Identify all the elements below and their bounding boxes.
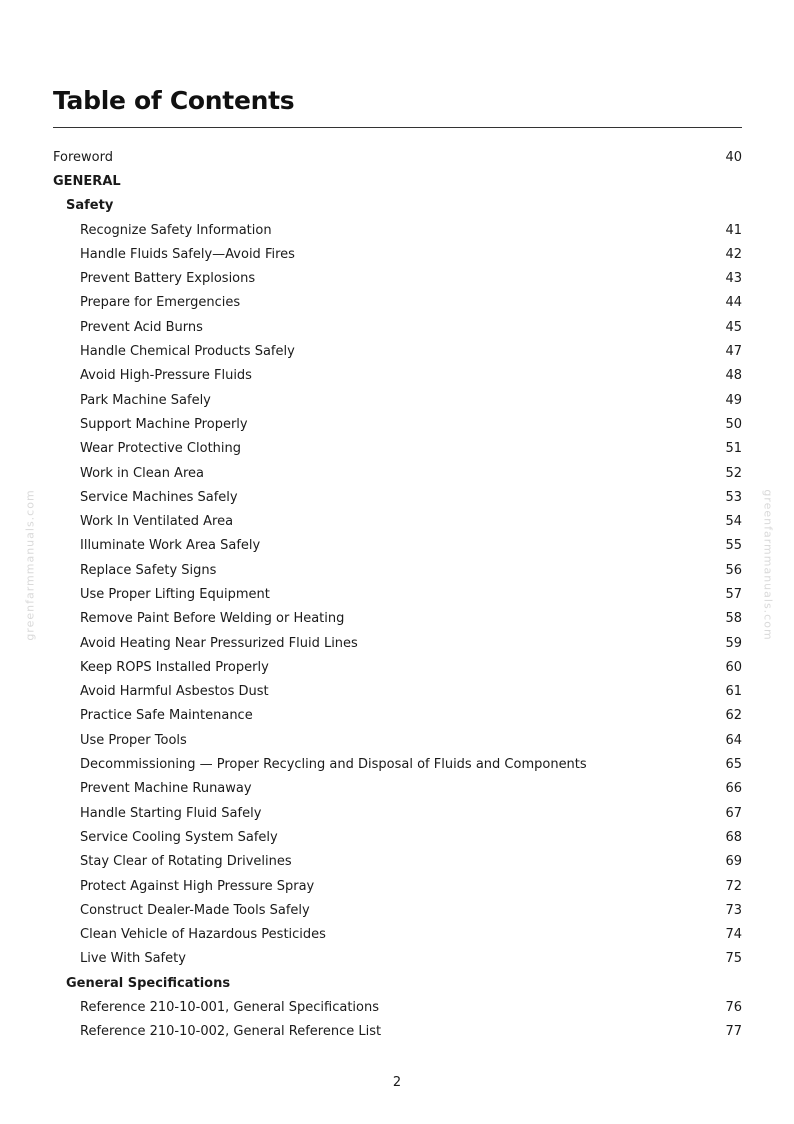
toc-entry[interactable] xyxy=(53,145,742,169)
toc-entry-label: Live With Safety xyxy=(80,951,186,967)
toc-entry-page: 64 xyxy=(725,732,742,748)
toc-entry-page: 49 xyxy=(725,392,742,408)
toc-entry-page: 48 xyxy=(725,368,742,384)
toc-entry-label: General Specifications xyxy=(66,975,231,991)
toc-entry-label: Use Proper Tools xyxy=(80,732,187,748)
toc-entry-label: Construct Dealer-Made Tools Safely xyxy=(80,902,310,918)
watermark-right: greenfarmmanuals.com xyxy=(761,489,775,641)
toc-entry-page: 51 xyxy=(725,441,742,457)
toc-entry[interactable] xyxy=(53,850,742,874)
toc-entry-page: 62 xyxy=(725,708,742,724)
toc-entry[interactable] xyxy=(53,437,742,461)
toc-entry[interactable] xyxy=(53,971,742,995)
toc-entry-page: 65 xyxy=(725,757,742,773)
toc-entry[interactable] xyxy=(53,801,742,825)
toc-entry[interactable] xyxy=(53,558,742,582)
toc-entry-page: 75 xyxy=(725,951,742,967)
toc-entry[interactable] xyxy=(53,412,742,436)
toc-entry[interactable] xyxy=(53,509,742,533)
toc-entry[interactable] xyxy=(53,825,742,849)
toc-entry[interactable] xyxy=(53,266,742,290)
toc-entry-label: Prevent Machine Runaway xyxy=(80,781,252,797)
toc-entry-page: 54 xyxy=(725,514,742,530)
toc-entry[interactable] xyxy=(53,534,742,558)
toc-entry-label: Replace Safety Signs xyxy=(80,562,217,578)
toc-entry-label: Work in Clean Area xyxy=(80,465,204,481)
toc-entry-page: 76 xyxy=(725,1000,742,1016)
toc-entry-page: 74 xyxy=(725,927,742,943)
toc-entry-page: 56 xyxy=(725,562,742,578)
toc-entry-label: Park Machine Safely xyxy=(80,392,211,408)
toc-entry-page: 53 xyxy=(725,489,742,505)
toc-entry-label: Keep ROPS Installed Properly xyxy=(80,659,269,675)
toc-entry-page: 42 xyxy=(725,246,742,262)
toc-entry[interactable] xyxy=(53,461,742,485)
toc-entry[interactable] xyxy=(53,947,742,971)
toc-entry[interactable] xyxy=(53,315,742,339)
toc-entry-page: 72 xyxy=(725,878,742,894)
toc-entry-label: Avoid Harmful Asbestos Dust xyxy=(80,684,269,700)
toc-entry-label: Handle Starting Fluid Safely xyxy=(80,805,262,821)
toc-entry-page: 59 xyxy=(725,635,742,651)
toc-entry-page: 44 xyxy=(725,295,742,311)
page-number: 2 xyxy=(392,1075,402,1090)
watermark-left: greenfarmmanuals.com xyxy=(23,489,37,641)
toc-entry-label: Decommissioning — Proper Recycling and Disposal of Fluids and Components xyxy=(80,757,587,773)
toc-entry[interactable] xyxy=(53,631,742,655)
toc-entry[interactable] xyxy=(53,874,742,898)
toc-entry-label: Handle Fluids Safely—Avoid Fires xyxy=(80,246,295,262)
toc-entry-page: 73 xyxy=(725,902,742,918)
toc-entry-label: GENERAL xyxy=(53,173,121,189)
toc-entry-page: 67 xyxy=(725,805,742,821)
toc-entry[interactable] xyxy=(53,923,742,947)
toc-entry-label: Reference 210-10-001, General Specifications xyxy=(80,1000,380,1016)
toc-entry[interactable] xyxy=(53,364,742,388)
toc-entry[interactable] xyxy=(53,607,742,631)
page-title: Table of Contents xyxy=(53,86,295,115)
toc-entry[interactable] xyxy=(53,388,742,412)
toc-entry[interactable] xyxy=(53,680,742,704)
toc-entry-label: Prepare for Emergencies xyxy=(80,295,241,311)
toc-entry-label: Service Machines Safely xyxy=(80,489,238,505)
toc-entry-label: Recognize Safety Information xyxy=(80,222,272,238)
toc-entry-page: 47 xyxy=(725,344,742,360)
toc-entry[interactable] xyxy=(53,339,742,363)
toc-entry[interactable] xyxy=(53,704,742,728)
toc-entry-label: Clean Vehicle of Hazardous Pesticides xyxy=(80,927,326,943)
toc-entry-page: 43 xyxy=(725,271,742,287)
toc-entry-label: Stay Clear of Rotating Drivelines xyxy=(80,854,292,870)
toc-entry-page: 69 xyxy=(725,854,742,870)
toc-entry-label: Illuminate Work Area Safely xyxy=(80,538,261,554)
toc-entry-page: 61 xyxy=(725,684,742,700)
toc-entry-label: Service Cooling System Safely xyxy=(80,829,278,845)
toc-entry-label: Wear Protective Clothing xyxy=(80,441,242,457)
toc-entry[interactable] xyxy=(53,655,742,679)
toc-entry-page: 41 xyxy=(725,222,742,238)
toc-entry-page: 57 xyxy=(725,586,742,602)
toc-entry-page: 55 xyxy=(725,538,742,554)
toc-entry-label: Safety xyxy=(66,198,114,214)
toc-entry-label: Prevent Acid Burns xyxy=(80,319,203,335)
title-divider xyxy=(53,127,742,128)
toc-entry-label: Protect Against High Pressure Spray xyxy=(80,878,315,894)
toc-entry-label: Practice Safe Maintenance xyxy=(80,708,253,724)
toc-entry-page: 50 xyxy=(725,416,742,432)
toc-entry-page: 77 xyxy=(725,1024,742,1040)
toc-entry[interactable] xyxy=(53,218,742,242)
toc-entry-label: Use Proper Lifting Equipment xyxy=(80,586,270,602)
toc-entry-page: 66 xyxy=(725,781,742,797)
toc-entry[interactable] xyxy=(53,752,742,776)
toc-entry-label: Remove Paint Before Welding or Heating xyxy=(80,611,345,627)
toc-entry-label: Reference 210-10-002, General Reference List xyxy=(80,1024,382,1040)
toc-entry[interactable] xyxy=(53,169,742,193)
toc-entry[interactable] xyxy=(53,194,742,218)
toc-entry-label: Foreword xyxy=(53,149,113,165)
toc-entry-label: Prevent Battery Explosions xyxy=(80,271,256,287)
toc-entry-page: 68 xyxy=(725,829,742,845)
toc-entry-page: 58 xyxy=(725,611,742,627)
toc-entry[interactable] xyxy=(53,728,742,752)
toc-entry-label: Avoid High-Pressure Fluids xyxy=(80,368,252,384)
toc-entry[interactable] xyxy=(53,995,742,1019)
toc-entry[interactable] xyxy=(53,582,742,606)
toc-entry-label: Handle Chemical Products Safely xyxy=(80,344,295,360)
toc-entry-label: Work In Ventilated Area xyxy=(80,514,234,530)
toc-entry[interactable] xyxy=(53,291,742,315)
toc-entry-page: 45 xyxy=(725,319,742,335)
toc-entry[interactable] xyxy=(53,485,742,509)
toc-entry-page: 60 xyxy=(725,659,742,675)
toc-entry[interactable] xyxy=(53,242,742,266)
toc-entry-label: Avoid Heating Near Pressurized Fluid Lines xyxy=(80,635,358,651)
toc-entry-page: 40 xyxy=(725,149,742,165)
toc-entry-label: Support Machine Properly xyxy=(80,416,248,432)
toc-entry-page: 52 xyxy=(725,465,742,481)
table-of-contents xyxy=(53,145,742,1044)
toc-entry[interactable] xyxy=(53,898,742,922)
toc-entry[interactable] xyxy=(53,777,742,801)
toc-entry[interactable] xyxy=(53,1020,742,1044)
